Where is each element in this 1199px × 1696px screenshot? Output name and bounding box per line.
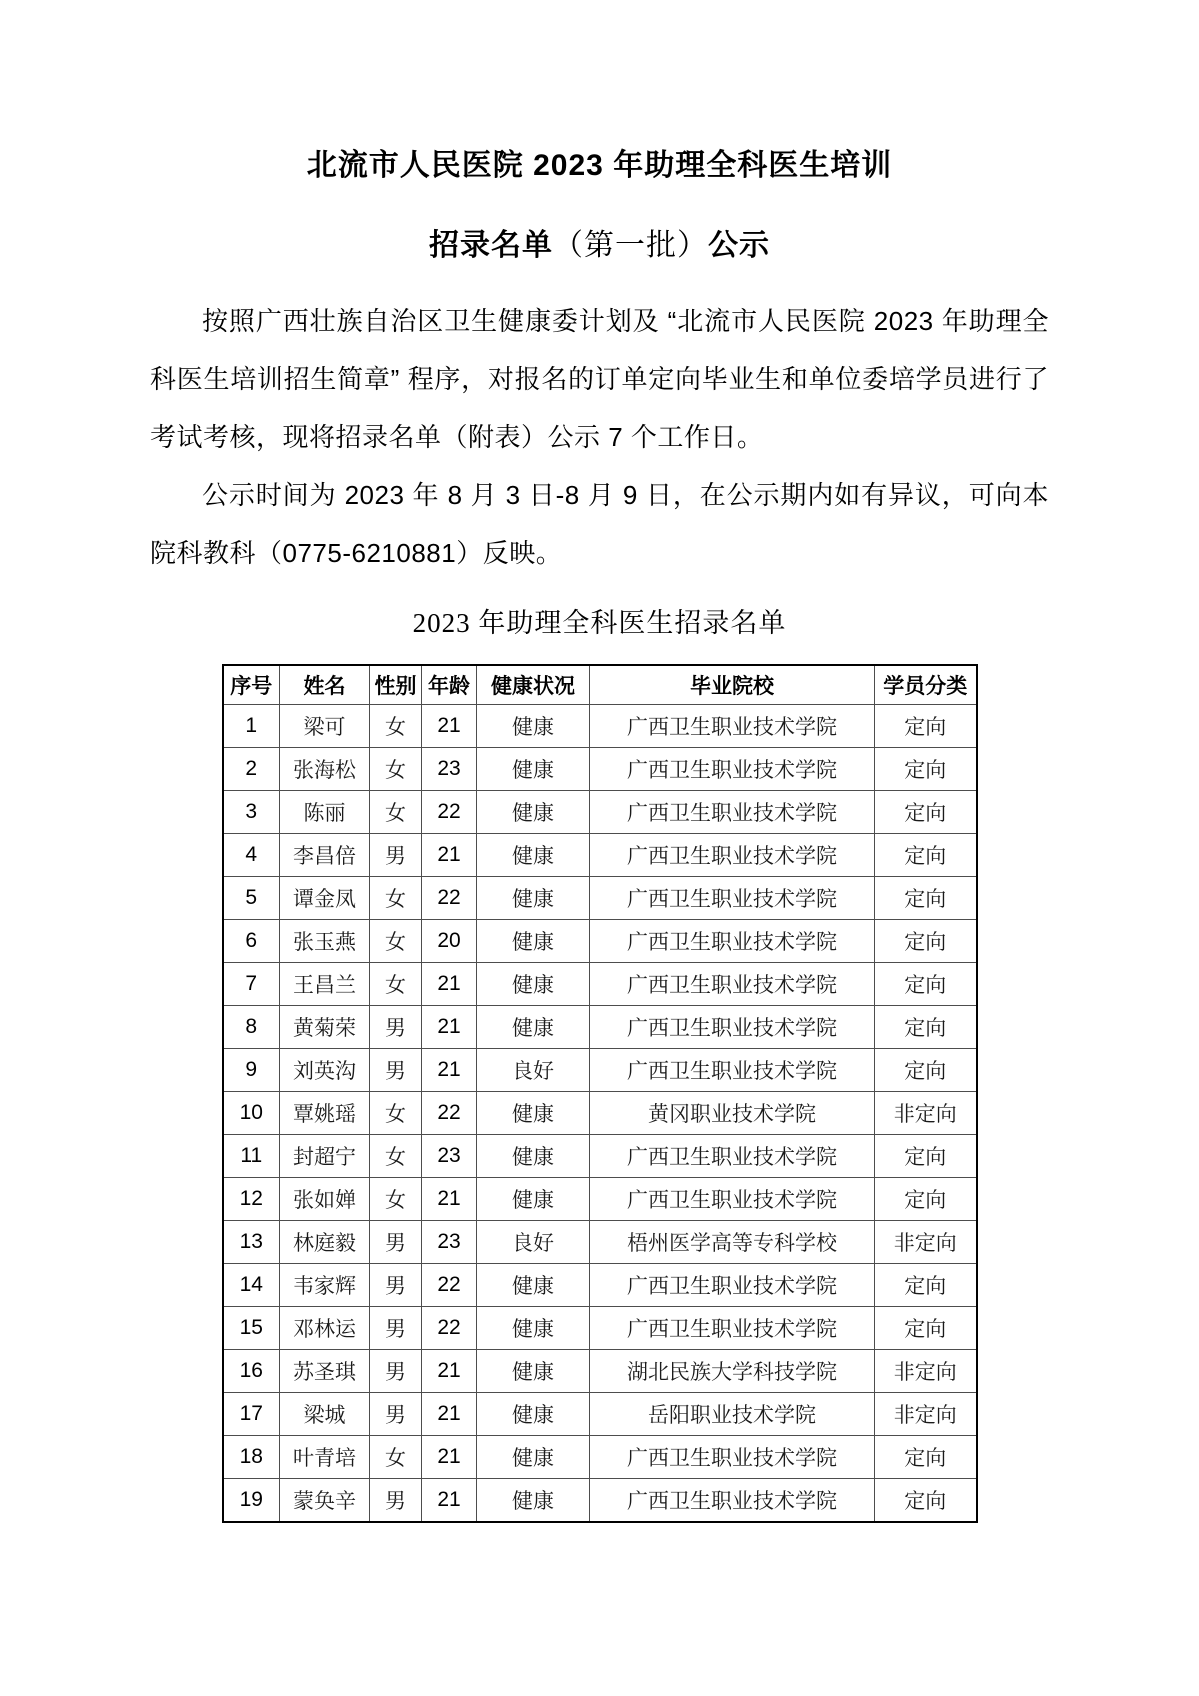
table-row	[223, 748, 977, 791]
table-cell: 健康	[477, 705, 590, 748]
table-row	[223, 1350, 977, 1393]
table-cell: 女	[370, 1135, 422, 1178]
table-cell: 21	[422, 1178, 477, 1221]
table-cell: 22	[422, 877, 477, 920]
table-cell: 女	[370, 791, 422, 834]
table-cell: 广西卫生职业技术学院	[590, 963, 875, 1006]
table-cell: 广西卫生职业技术学院	[590, 1479, 875, 1523]
table-cell: 王昌兰	[280, 963, 370, 1006]
table-cell: 梁可	[280, 705, 370, 748]
table-cell: 定向	[875, 1135, 977, 1178]
table-cell: 健康	[477, 748, 590, 791]
table-row	[223, 1221, 977, 1264]
table-cell: 张海松	[280, 748, 370, 791]
table-row	[223, 963, 977, 1006]
table-cell: 定向	[875, 791, 977, 834]
table-cell: 定向	[875, 877, 977, 920]
table-cell: 男	[370, 1221, 422, 1264]
table-cell: 女	[370, 705, 422, 748]
table-header-row	[223, 665, 977, 705]
title-line2-paren: （第一批）	[553, 229, 708, 262]
table-cell: 覃姚瑶	[280, 1092, 370, 1135]
document-title-line1: 北流市人民医院 2023 年助理全科医生培训	[306, 149, 893, 182]
table-cell: 张玉燕	[280, 920, 370, 963]
table-row	[223, 920, 977, 963]
table-cell: 22	[422, 1092, 477, 1135]
table-cell: 女	[370, 1436, 422, 1479]
table-cell: 6	[223, 920, 280, 963]
table-cell: 广西卫生职业技术学院	[590, 1178, 875, 1221]
column-header: 序号	[223, 665, 280, 705]
table-cell: 19	[223, 1479, 280, 1523]
table-cell: 21	[422, 1436, 477, 1479]
column-header: 毕业院校	[590, 665, 875, 705]
table-row	[223, 1135, 977, 1178]
table-cell: 1	[223, 705, 280, 748]
table-cell: 女	[370, 748, 422, 791]
table-cell: 定向	[875, 920, 977, 963]
table-cell: 21	[422, 705, 477, 748]
table-cell: 良好	[477, 1221, 590, 1264]
table-cell: 健康	[477, 791, 590, 834]
table-cell: 21	[422, 1479, 477, 1523]
table-cell: 22	[422, 1307, 477, 1350]
table-cell: 健康	[477, 834, 590, 877]
table-cell: 广西卫生职业技术学院	[590, 1049, 875, 1092]
table-cell: 健康	[477, 1393, 590, 1436]
table-cell: 非定向	[875, 1092, 977, 1135]
table-cell: 广西卫生职业技术学院	[590, 1264, 875, 1307]
table-cell: 广西卫生职业技术学院	[590, 1006, 875, 1049]
table-cell: 健康	[477, 963, 590, 1006]
table-cell: 梧州医学高等专科学校	[590, 1221, 875, 1264]
table-cell: 7	[223, 963, 280, 1006]
table-row	[223, 877, 977, 920]
table-cell: 健康	[477, 1264, 590, 1307]
table-cell: 13	[223, 1221, 280, 1264]
table-cell: 健康	[477, 1479, 590, 1523]
table-cell: 张如婵	[280, 1178, 370, 1221]
table-cell: 16	[223, 1350, 280, 1393]
table-cell: 广西卫生职业技术学院	[590, 920, 875, 963]
table-cell: 非定向	[875, 1393, 977, 1436]
table-cell: 10	[223, 1092, 280, 1135]
table-row	[223, 705, 977, 748]
table-row	[223, 1006, 977, 1049]
table-cell: 健康	[477, 1436, 590, 1479]
table-cell: 2	[223, 748, 280, 791]
table-cell: 封超宁	[280, 1135, 370, 1178]
table-cell: 定向	[875, 1436, 977, 1479]
table-cell: 广西卫生职业技术学院	[590, 1135, 875, 1178]
table-cell: 定向	[875, 748, 977, 791]
document-title-line2	[150, 228, 1049, 264]
table-row	[223, 1049, 977, 1092]
column-header: 健康状况	[477, 665, 590, 705]
table-cell: 男	[370, 1350, 422, 1393]
table-cell: 定向	[875, 1307, 977, 1350]
table-cell: 女	[370, 1178, 422, 1221]
table-cell: 11	[223, 1135, 280, 1178]
table-cell: 21	[422, 1006, 477, 1049]
table-cell: 健康	[477, 877, 590, 920]
table-cell: 广西卫生职业技术学院	[590, 748, 875, 791]
table-cell: 21	[422, 1393, 477, 1436]
table-cell: 定向	[875, 1049, 977, 1092]
table-cell: 广西卫生职业技术学院	[590, 877, 875, 920]
table-cell: 叶青培	[280, 1436, 370, 1479]
table-cell: 广西卫生职业技术学院	[590, 791, 875, 834]
table-cell: 女	[370, 1092, 422, 1135]
table-cell: 21	[422, 1049, 477, 1092]
table-cell: 21	[422, 834, 477, 877]
table-row	[223, 1264, 977, 1307]
table-cell: 定向	[875, 1006, 977, 1049]
column-header: 学员分类	[875, 665, 977, 705]
table-cell: 良好	[477, 1049, 590, 1092]
table-cell: 韦家辉	[280, 1264, 370, 1307]
table-cell: 非定向	[875, 1221, 977, 1264]
table-cell: 15	[223, 1307, 280, 1350]
table-cell: 12	[223, 1178, 280, 1221]
table-cell: 男	[370, 1006, 422, 1049]
table-cell: 湖北民族大学科技学院	[590, 1350, 875, 1393]
table-row	[223, 1307, 977, 1350]
table-cell: 健康	[477, 1178, 590, 1221]
table-cell: 女	[370, 920, 422, 963]
table-cell: 广西卫生职业技术学院	[590, 705, 875, 748]
table-cell: 17	[223, 1393, 280, 1436]
table-cell: 健康	[477, 1092, 590, 1135]
title-line2-part2: 公示	[708, 229, 770, 262]
table-cell: 男	[370, 1393, 422, 1436]
table-cell: 20	[422, 920, 477, 963]
table-cell: 18	[223, 1436, 280, 1479]
table-cell: 21	[422, 1350, 477, 1393]
table-row	[223, 1479, 977, 1523]
table-cell: 14	[223, 1264, 280, 1307]
table-cell: 非定向	[875, 1350, 977, 1393]
table-cell: 健康	[477, 1307, 590, 1350]
table-cell: 男	[370, 1307, 422, 1350]
table-cell: 岳阳职业技术学院	[590, 1393, 875, 1436]
table-cell: 谭金凤	[280, 877, 370, 920]
table-cell: 健康	[477, 1135, 590, 1178]
table-cell: 蒙奂辛	[280, 1479, 370, 1523]
table-cell: 健康	[477, 1006, 590, 1049]
title-line2-part1: 招录名单	[429, 229, 553, 262]
table-row	[223, 791, 977, 834]
table-row	[223, 1178, 977, 1221]
table-cell: 陈丽	[280, 791, 370, 834]
paragraph-intro: 按照广西壮族自治区卫生健康委计划及 “北流市人民医院 2023 年助理全科医生培训招生简章” 程序，对报名的订单定向毕业生和单位委培学员进行了考试考核，现将招录名单（附表）公示 7 个工作日。	[150, 306, 1049, 452]
table-cell: 定向	[875, 834, 977, 877]
column-header: 性别	[370, 665, 422, 705]
table-cell: 8	[223, 1006, 280, 1049]
table-cell: 定向	[875, 705, 977, 748]
table-cell: 4	[223, 834, 280, 877]
table-row	[223, 1393, 977, 1436]
table-cell: 女	[370, 877, 422, 920]
table-cell: 黄菊荣	[280, 1006, 370, 1049]
table-cell: 21	[422, 963, 477, 1006]
table-cell: 定向	[875, 963, 977, 1006]
table-cell: 23	[422, 1135, 477, 1178]
table-cell: 定向	[875, 1479, 977, 1523]
table-body	[223, 705, 977, 1523]
table-cell: 林庭毅	[280, 1221, 370, 1264]
table-cell: 男	[370, 1049, 422, 1092]
table-cell: 黄冈职业技术学院	[590, 1092, 875, 1135]
table-cell: 广西卫生职业技术学院	[590, 1307, 875, 1350]
table-cell: 广西卫生职业技术学院	[590, 1436, 875, 1479]
table-cell: 定向	[875, 1178, 977, 1221]
table-row	[223, 834, 977, 877]
table-row	[223, 1092, 977, 1135]
column-header: 年龄	[422, 665, 477, 705]
table-title: 2023 年助理全科医生招录名单	[412, 608, 787, 638]
table-cell: 广西卫生职业技术学院	[590, 834, 875, 877]
table-cell: 梁城	[280, 1393, 370, 1436]
table-cell: 5	[223, 877, 280, 920]
table-cell: 9	[223, 1049, 280, 1092]
table-cell: 健康	[477, 1350, 590, 1393]
table-cell: 男	[370, 834, 422, 877]
table-cell: 定向	[875, 1264, 977, 1307]
table-cell: 男	[370, 1264, 422, 1307]
table-cell: 23	[422, 748, 477, 791]
table-cell: 健康	[477, 920, 590, 963]
table-row	[223, 1436, 977, 1479]
table-cell: 女	[370, 963, 422, 1006]
table-cell: 23	[422, 1221, 477, 1264]
column-header: 姓名	[280, 665, 370, 705]
table-cell: 苏圣琪	[280, 1350, 370, 1393]
table-cell: 李昌倍	[280, 834, 370, 877]
paragraph-publicity-period: 公示时间为 2023 年 8 月 3 日-8 月 9 日，在公示期内如有异议，可向本院科教科（0775-6210881）反映。	[150, 480, 1049, 568]
table-cell: 22	[422, 791, 477, 834]
table-cell: 22	[422, 1264, 477, 1307]
table-cell: 3	[223, 791, 280, 834]
table-cell: 邓林运	[280, 1307, 370, 1350]
recruit-table	[222, 664, 978, 1523]
table-cell: 刘英沟	[280, 1049, 370, 1092]
table-cell: 男	[370, 1479, 422, 1523]
